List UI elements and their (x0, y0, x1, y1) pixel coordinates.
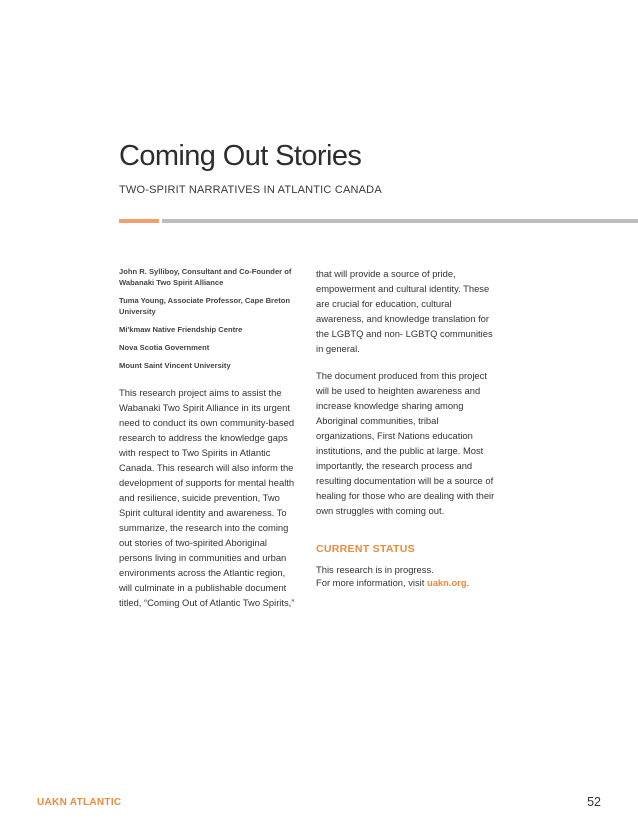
intro-paragraph: This research project aims to assist the Wabanaki Two Spirit Alliance in its urgent need to conduct its own community-based research to address the knowledge gaps with respect to Two Spirits in Atlantic Canada. This research will also inform the development of supports for mental health and resilience, suicide prevention, Two Spirit cultural identity and awareness. To summarize, the research into the coming out stories of two-spirited Aboriginal persons living in communities and urban environments across the Atlantic region, will culminate in a publishable document titled, “Coming Out of Atlantic Two Spirits,” (119, 387, 295, 608)
status-heading: CURRENT STATUS (316, 543, 415, 555)
grey-rule (162, 219, 638, 223)
status-text: This research is in progress. (316, 564, 434, 575)
right-column (316, 266, 496, 589)
more-info-prefix: For more information, visit (316, 577, 427, 588)
page-number: 52 (587, 795, 601, 809)
left-column (119, 266, 297, 622)
more-info-suffix: . (466, 577, 470, 588)
more-info-line (316, 576, 496, 589)
author-credit: Mount Saint Vincent University (119, 361, 231, 370)
author-credit: Mi'kmaw Native Friendship Centre (119, 325, 243, 334)
accent-rule (119, 219, 159, 223)
page-subtitle: TWO-SPIRIT NARRATIVES IN ATLANTIC CANADA (119, 184, 382, 196)
continued-paragraph: that will provide a source of pride, empowerment and cultural identity. These are crucial for education, cultural awareness, and knowledge translation for the LGBTQ and non- LGBTQ communities in general. (316, 268, 493, 354)
author-credit: Tuma Young, Associate Professor, Cape Breton University (119, 296, 291, 316)
footer-org: UAKN ATLANTIC (37, 797, 122, 808)
website-link[interactable]: uakn.org (426, 577, 467, 588)
author-credit: Nova Scotia Government (119, 343, 210, 352)
document-paragraph: The document produced from this project will be used to heighten awareness and increase knowledge sharing among Aboriginal communities, tribal organizations, First Nations education institutions, and the public at large. Most importantly, the research process and resulting documentation will be a source of healing for those who are dealing with their own struggles with coming out. (316, 370, 495, 516)
author-credit: John R. Sylliboy, Consultant and Co-Founder of Wabanaki Two Spirit Alliance (119, 267, 292, 287)
page-title: Coming Out Stories (119, 140, 362, 172)
